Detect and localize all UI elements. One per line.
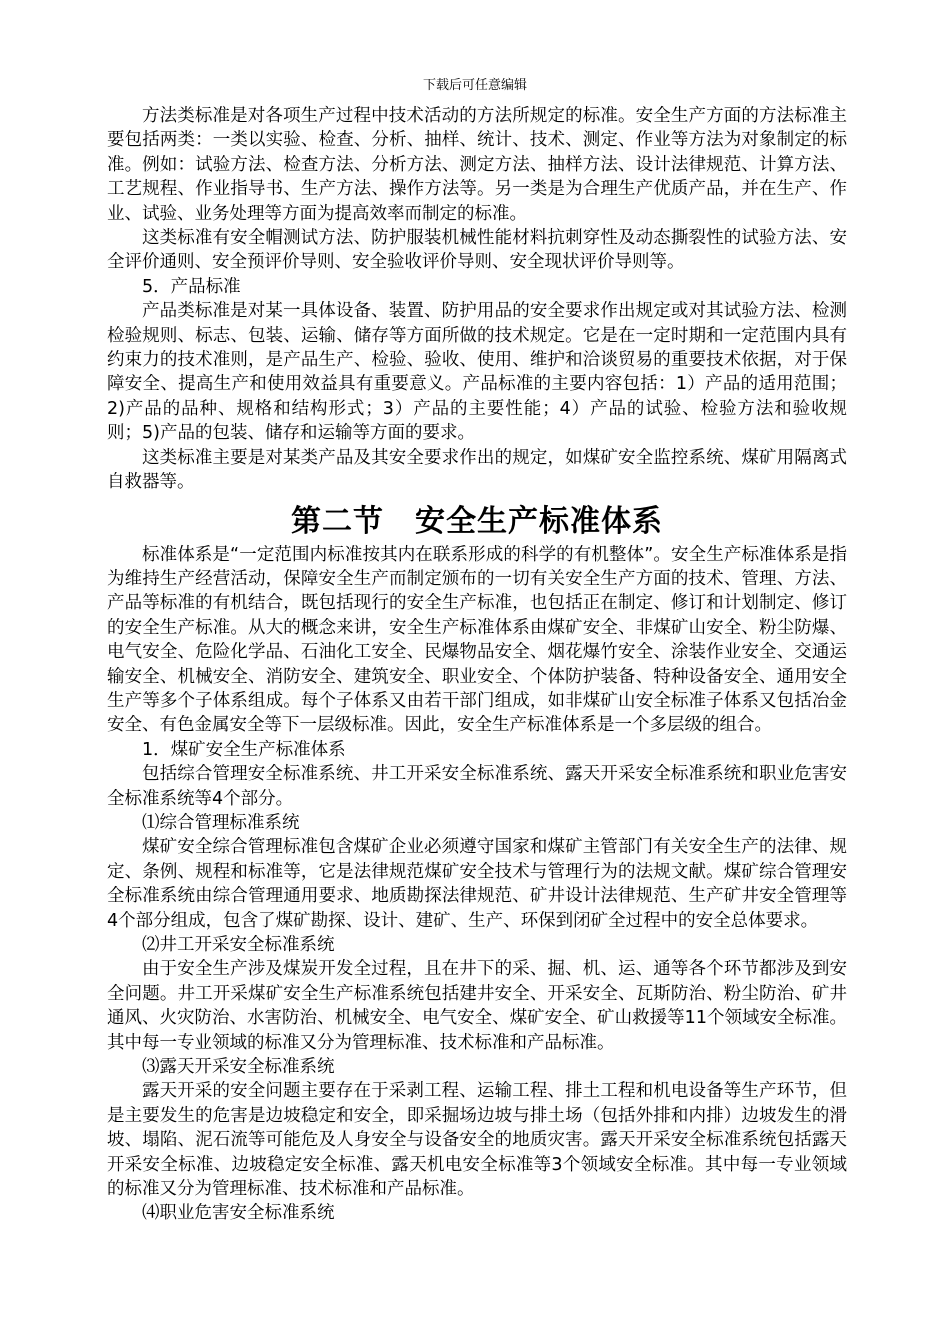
subheading-occupational-hazard: ⑷职业危害安全标准系统 <box>142 1203 335 1224</box>
subheading-general-management: ⑴综合管理标准系统 <box>142 812 300 833</box>
paragraph-underground-mining: 由于安全生产涉及煤炭开发全过程，且在井下的采、掘、机、运、通等各个环节都涉及到安全问题。井工开采煤矿安全生产标准系统包括建井安全、开采安全、瓦斯防治、粉尘防治、矿井通风、火灾防治、水害防治、机械安全、电气安全、煤矿安全、矿山救援等11个领域安全标准。其中每一专业领域的标准又分为管理标准、技术标准和产品标准。 <box>107 959 847 1053</box>
paragraph-general-management: 煤矿安全综合管理标准包含煤矿企业必须遵守国家和煤矿主管部门有关安全生产的法律、规定、条例、规程和标准等，它是法律规范煤矿安全技术与管理行为的法规文献。煤矿综合管理安全标准系统由综合管理通用要求、地质勘探法律规范、矿井设计法律规范、生产矿井安全管理等4个部分组成，包含了煤矿勘探、设计、建矿、生产、环保到闭矿全过程中的安全总体要求。 <box>107 837 847 931</box>
page-header: 下载后可任意编辑 <box>422 78 527 93</box>
paragraph-product-standards: 产品类标准是对某一具体设备、装置、防护用品的安全要求作出规定或对其试验方法、检测检验规则、标志、包装、运输、储存等方面所做的技术规定。它是在一定时期和一定范围内具有约束力的技术准则，是产品生产、检验、验收、使用、维护和洽谈贸易的重要技术依据，对于保障安全、提高生产和使用效益具有重要意义。产品标准的主要内容包括：1）产品的适用范围；2)产品的品种、规格和结构形式；3）产品的主要性能；4）产品的试验、检验方法和验收规则；5)产品的包装、储存和运输等方面的要求。 <box>107 301 847 444</box>
paragraph-method-examples: 这类标准有安全帽测试方法、防护服装机械性能材料抗刺穿性及动态撕裂性的试验方法、安全评价通则、安全预评价导则、安全验收评价导则、安全现状评价导则等。 <box>107 228 847 273</box>
subheading-underground-mining: ⑵井工开采安全标准系统 <box>142 935 335 955</box>
paragraph-method-standards: 方法类标准是对各项生产过程中技术活动的方法所规定的标准。安全生产方面的方法标准主要包括两类：一类以实验、检查、分析、抽样、统计、技术、测定、作业等方法为对象制定的标准。例如：试验方法、检查方法、分析方法、测定方法、抽样方法、设计法律规范、计算方法、工艺规程、作业指导书、生产方法、操作方法等。另一类是为合理生产优质产品，并在生产、作业、试验、业务处理等方面为提高效率而制定的标准。 <box>107 106 847 224</box>
heading-product-standards: 5．产品标准 <box>142 276 241 297</box>
heading-coal-mine-system: 1．煤矿安全生产标准体系 <box>142 739 346 760</box>
paragraph-standard-system: 标准体系是“一定范围内标准按其内在联系形成的科学的有机整体”。安全生产标准体系是指为维持生产经营活动，保障安全生产而制定颁布的一切有关安全生产方面的技术、管理、方法、产品等标准的有机结合，既包括现行的安全生产标准，也包括正在制定、修订和计划制定、修订的安全生产标准。从大的概念来讲，安全生产标准体系由煤矿安全、非煤矿山安全、粉尘防爆、电气安全、危险化学品、石油化工安全、民爆物品安全、烟花爆竹安全、涂装作业安全、交通运输安全、机械安全、消防安全、建筑安全、职业安全、个体防护装备、特种设备安全、通用安全生产等多个子体系组成。每个子体系又由若干部门组成，如非煤矿山安全标准子体系又包括冶金安全、有色金属安全等下一层级标准。因此，安全生产标准体系是一个多层级的组合。 <box>107 544 847 736</box>
subheading-open-pit-mining: ⑶露天开采安全标准系统 <box>142 1057 335 1078</box>
paragraph-product-examples: 这类标准主要是对某类产品及其安全要求作出的规定，如煤矿安全监控系统、煤矿用隔离式自救器等。 <box>107 447 847 493</box>
section-title: 第二节 安全生产标准体系 <box>291 503 663 539</box>
paragraph-open-pit-mining: 露天开采的安全问题主要存在于采剥工程、运输工程、排土工程和机电设备等生产环节，但是主要发生的危害是边坡稳定和安全，即采掘场边坡与排土场（包括外排和内排）边坡发生的滑坡、塌陷、泥石流等可能危及人身安全与设备安全的地质灾害。露天开采安全标准系统包括露天开采安全标准、边坡稳定安全标准、露天机电安全标准等3个领域安全标准。其中每一专业领域的标准又分为管理标准、技术标准和产品标准。 <box>107 1081 847 1200</box>
document-body <box>107 104 847 1226</box>
paragraph-coal-mine-system: 包括综合管理安全标准系统、井工开采安全标准系统、露天开采安全标准系统和职业危害安全标准系统等4个部分。 <box>107 764 847 809</box>
